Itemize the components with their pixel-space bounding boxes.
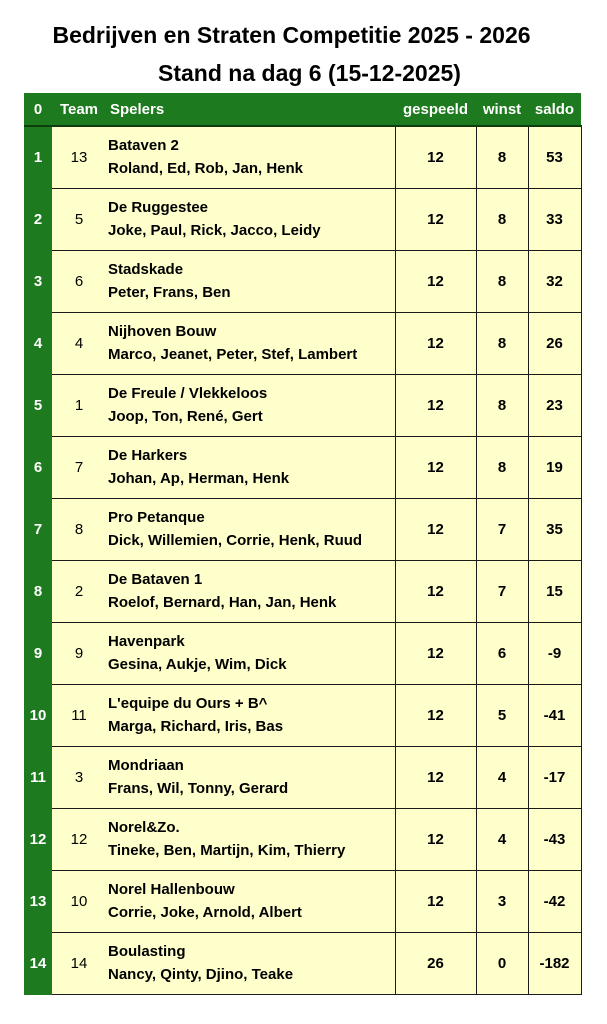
team-number-cell: 5 xyxy=(52,188,106,250)
team-name: Norel Hallenbouw xyxy=(108,881,235,898)
team-number-cell: 2 xyxy=(52,560,106,622)
players-cell xyxy=(106,560,395,622)
team-number-cell: 1 xyxy=(52,374,106,436)
players-cell xyxy=(106,188,395,250)
team-number-cell: 10 xyxy=(52,870,106,932)
team-number-cell: 9 xyxy=(52,622,106,684)
rank-cell: 13 xyxy=(24,870,52,932)
wins-cell: 7 xyxy=(476,498,528,560)
wins-cell: 6 xyxy=(476,622,528,684)
played-cell: 12 xyxy=(395,560,476,622)
wins-cell: 4 xyxy=(476,808,528,870)
table-row xyxy=(24,188,581,250)
rank-cell: 11 xyxy=(24,746,52,808)
wins-cell: 8 xyxy=(476,126,528,188)
rank-cell: 9 xyxy=(24,622,52,684)
balance-cell: -43 xyxy=(528,808,581,870)
wins-cell: 8 xyxy=(476,374,528,436)
player-list: Dick, Willemien, Corrie, Henk, Ruud xyxy=(108,532,363,549)
team-number-cell: 3 xyxy=(52,746,106,808)
team-number-cell: 11 xyxy=(52,684,106,746)
rank-cell: 3 xyxy=(24,250,52,312)
player-list: Joke, Paul, Rick, Jacco, Leidy xyxy=(108,222,321,239)
players-cell xyxy=(106,746,395,808)
rank-cell: 12 xyxy=(24,808,52,870)
table-row xyxy=(24,870,581,932)
rank-cell: 5 xyxy=(24,374,52,436)
team-number-cell: 8 xyxy=(52,498,106,560)
team-name: De Bataven 1 xyxy=(108,571,203,588)
team-number-cell: 12 xyxy=(52,808,106,870)
player-list: Nancy, Qinty, Djino, Teake xyxy=(108,966,294,983)
team-number-cell: 4 xyxy=(52,312,106,374)
table-row xyxy=(24,374,581,436)
players-cell xyxy=(106,126,395,188)
played-cell: 12 xyxy=(395,684,476,746)
team-number-cell: 14 xyxy=(52,932,106,994)
table-row xyxy=(24,250,581,312)
page-subtitle: Stand na dag 6 (15-12-2025) xyxy=(158,60,461,86)
rank-cell: 7 xyxy=(24,498,52,560)
players-cell xyxy=(106,498,395,560)
player-list: Marga, Richard, Iris, Bas xyxy=(108,718,284,735)
balance-cell: 15 xyxy=(528,560,581,622)
played-cell: 12 xyxy=(395,188,476,250)
player-list: Roland, Ed, Rob, Jan, Henk xyxy=(108,160,304,178)
player-list: Peter, Frans, Ben xyxy=(108,284,231,301)
balance-cell: 33 xyxy=(528,188,581,250)
header-players: Spelers xyxy=(106,93,395,126)
page-title: Bedrijven en Straten Competitie 2025 - 2026 xyxy=(52,22,531,48)
rank-cell: 10 xyxy=(24,684,52,746)
team-number-cell: 6 xyxy=(52,250,106,312)
team-name: Stadskade xyxy=(108,261,184,278)
played-cell: 12 xyxy=(395,870,476,932)
table-row xyxy=(24,560,581,622)
balance-cell: -182 xyxy=(528,932,581,994)
header-balance: saldo xyxy=(528,93,581,126)
team-name: Havenpark xyxy=(108,633,185,650)
rank-cell: 14 xyxy=(24,932,52,994)
table-row xyxy=(24,684,581,746)
team-name: Pro Petanque xyxy=(108,509,205,526)
player-list: Gesina, Aukje, Wim, Dick xyxy=(108,656,287,673)
players-cell xyxy=(106,684,395,746)
team-number-cell: 7 xyxy=(52,436,106,498)
team-number-cell: 13 xyxy=(52,126,106,188)
header-team: Team xyxy=(52,93,106,126)
team-name: De Harkers xyxy=(108,447,188,464)
table-row xyxy=(24,498,581,560)
standings-table xyxy=(24,93,582,995)
players-cell xyxy=(106,250,395,312)
players-cell xyxy=(106,312,395,374)
player-list: Tineke, Ben, Martijn, Kim, Thierry xyxy=(108,842,346,859)
players-cell xyxy=(106,870,395,932)
header-rank: 0 xyxy=(24,93,52,126)
team-name: Mondriaan xyxy=(108,757,184,774)
played-cell: 12 xyxy=(395,746,476,808)
wins-cell: 8 xyxy=(476,436,528,498)
balance-cell: 26 xyxy=(528,312,581,374)
played-cell: 12 xyxy=(395,374,476,436)
team-name: Boulasting xyxy=(108,943,186,960)
played-cell: 12 xyxy=(395,498,476,560)
team-name: De Ruggestee xyxy=(108,199,209,216)
team-name: Nijhoven Bouw xyxy=(108,323,217,340)
table-row xyxy=(24,746,581,808)
wins-cell: 8 xyxy=(476,312,528,374)
wins-cell: 8 xyxy=(476,188,528,250)
wins-cell: 8 xyxy=(476,250,528,312)
balance-cell: -41 xyxy=(528,684,581,746)
played-cell: 12 xyxy=(395,250,476,312)
team-name: Norel&Zo. xyxy=(108,819,180,836)
played-cell: 12 xyxy=(395,622,476,684)
team-name: De Freule / Vlekkeloos xyxy=(108,385,268,402)
balance-cell: 23 xyxy=(528,374,581,436)
player-list: Marco, Jeanet, Peter, Stef, Lambert xyxy=(108,346,358,363)
team-name: L'equipe du Ours + B^ xyxy=(108,695,268,712)
table-header-row xyxy=(24,93,581,126)
team-name: Bataven 2 xyxy=(108,137,179,155)
table-row xyxy=(24,436,581,498)
rank-cell: 4 xyxy=(24,312,52,374)
wins-cell: 7 xyxy=(476,560,528,622)
table-row xyxy=(24,312,581,374)
rank-cell: 1 xyxy=(24,126,52,188)
balance-cell: 19 xyxy=(528,436,581,498)
players-cell xyxy=(106,808,395,870)
players-cell xyxy=(106,932,395,994)
balance-cell: 53 xyxy=(528,126,581,188)
table-row xyxy=(24,808,581,870)
rank-cell: 2 xyxy=(24,188,52,250)
table-row xyxy=(24,126,581,188)
players-cell xyxy=(106,436,395,498)
balance-cell: -42 xyxy=(528,870,581,932)
header-played: gespeeld xyxy=(395,93,476,126)
wins-cell: 3 xyxy=(476,870,528,932)
wins-cell: 4 xyxy=(476,746,528,808)
player-list: Johan, Ap, Herman, Henk xyxy=(108,470,290,487)
player-list: Corrie, Joke, Arnold, Albert xyxy=(108,904,302,921)
balance-cell: 35 xyxy=(528,498,581,560)
players-cell xyxy=(106,622,395,684)
player-list: Frans, Wil, Tonny, Gerard xyxy=(108,780,289,797)
header-wins: winst xyxy=(476,93,528,126)
rank-cell: 6 xyxy=(24,436,52,498)
rank-cell: 8 xyxy=(24,560,52,622)
wins-cell: 0 xyxy=(476,932,528,994)
table-row xyxy=(24,932,581,994)
played-cell: 12 xyxy=(395,436,476,498)
player-list: Joop, Ton, René, Gert xyxy=(108,408,263,425)
played-cell: 12 xyxy=(395,808,476,870)
played-cell: 12 xyxy=(395,312,476,374)
balance-cell: 32 xyxy=(528,250,581,312)
balance-cell: -9 xyxy=(528,622,581,684)
wins-cell: 5 xyxy=(476,684,528,746)
player-list: Roelof, Bernard, Han, Jan, Henk xyxy=(108,594,337,611)
played-cell: 12 xyxy=(395,126,476,188)
players-cell xyxy=(106,374,395,436)
balance-cell: -17 xyxy=(528,746,581,808)
played-cell: 26 xyxy=(395,932,476,994)
table-row xyxy=(24,622,581,684)
